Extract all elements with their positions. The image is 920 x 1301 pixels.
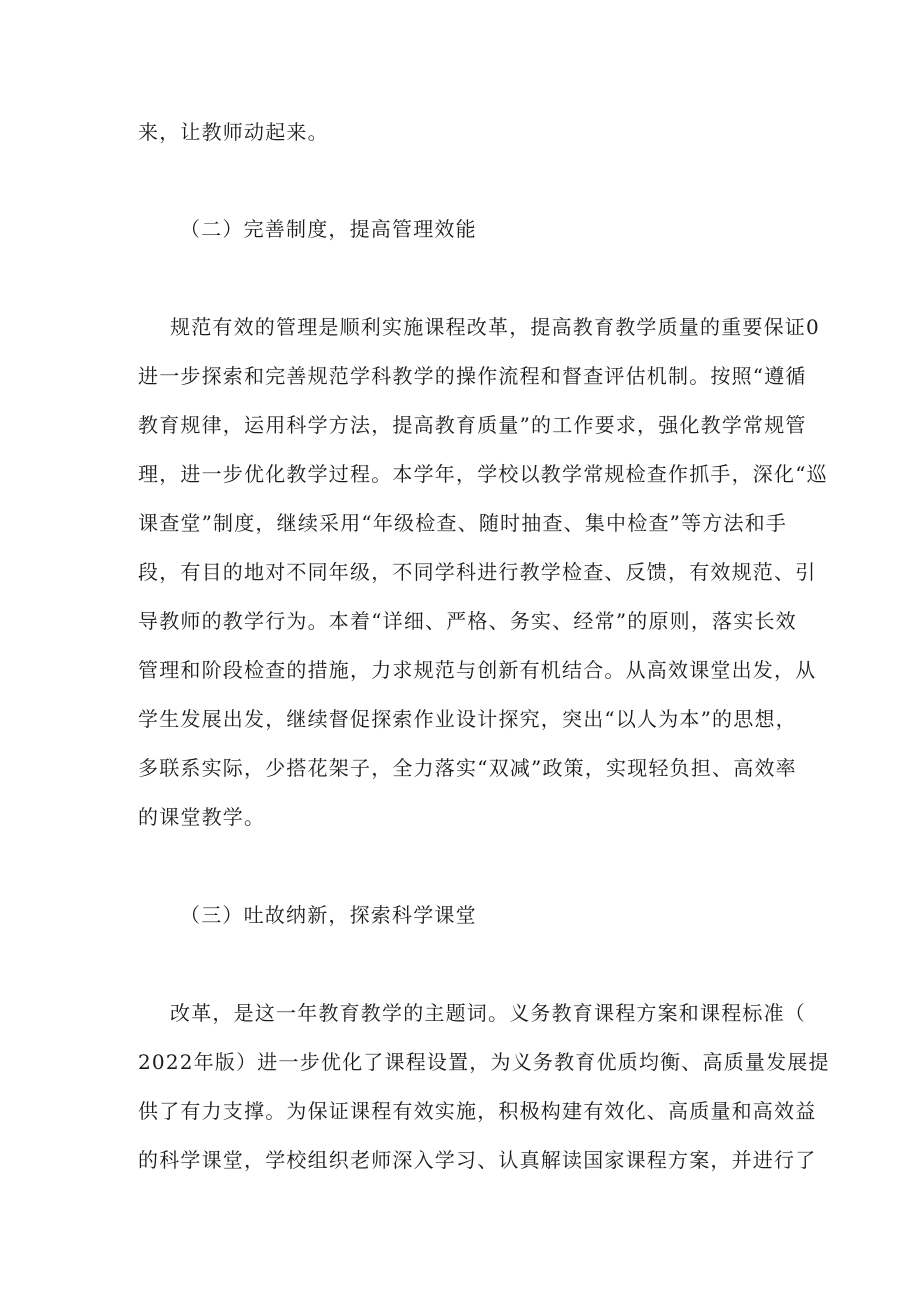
paragraph-line: 的科学课堂，学校组织老师深入学习、认真解读国家课程方案，并进行了	[138, 1148, 817, 1172]
paragraph-line: 导教师的教学行为。本着“详细、严格、务实、经常”的原则，落实长效	[138, 609, 797, 633]
paragraph-line: 进一步探索和完善规范学科教学的操作流程和督查评估机制。按照“遵循	[138, 364, 807, 388]
paragraph-line: 供了有力支撑。为保证课程有效实施，积极构建有效化、高质量和高效益	[138, 1099, 817, 1123]
section-heading: （二）完善制度，提高管理效能	[180, 217, 477, 241]
paragraph-line: 理，进一步优化教学过程。本学年，学校以教学常规检查作抓手，深化“巡	[138, 462, 828, 486]
paragraph-line: 段，有目的地对不同年级，不同学科进行教学检查、反馈，有效规范、引	[138, 560, 817, 584]
paragraph-line: 课查堂”制度，继续采用“年级检查、随时抽查、集中检查”等方法和手	[138, 511, 788, 535]
paragraph-line: 学生发展出发，继续督促探索作业设计探究，突出“以人为本”的思想，	[138, 707, 797, 731]
section-heading: （三）吐故纳新，探索科学课堂	[180, 903, 477, 927]
paragraph-line: 多联系实际，少搭花架子，全力落实“双减”政策，实现轻负担、高效率	[138, 756, 797, 780]
paragraph-line: 规范有效的管理是顺利实施课程改革，提高教育教学质量的重要保证0	[170, 315, 820, 339]
paragraph-line: 教育规律，运用科学方法，提高教育质量”的工作要求，强化教学常规管	[138, 413, 807, 437]
paragraph-line: 管理和阶段检查的措施，力求规范与创新有机结合。从高效课堂出发，从	[138, 658, 817, 682]
paragraph-line: 2022年版）进一步优化了课程设置，为义务教育优质均衡、高质量发展提	[138, 1050, 830, 1074]
paragraph-line: 来，让教师动起来。	[138, 120, 329, 144]
paragraph-line: 改革，是这一年教育教学的主题词。义务教育课程方案和课程标准（	[170, 1001, 806, 1025]
paragraph-line: 的课堂教学。	[138, 805, 266, 829]
